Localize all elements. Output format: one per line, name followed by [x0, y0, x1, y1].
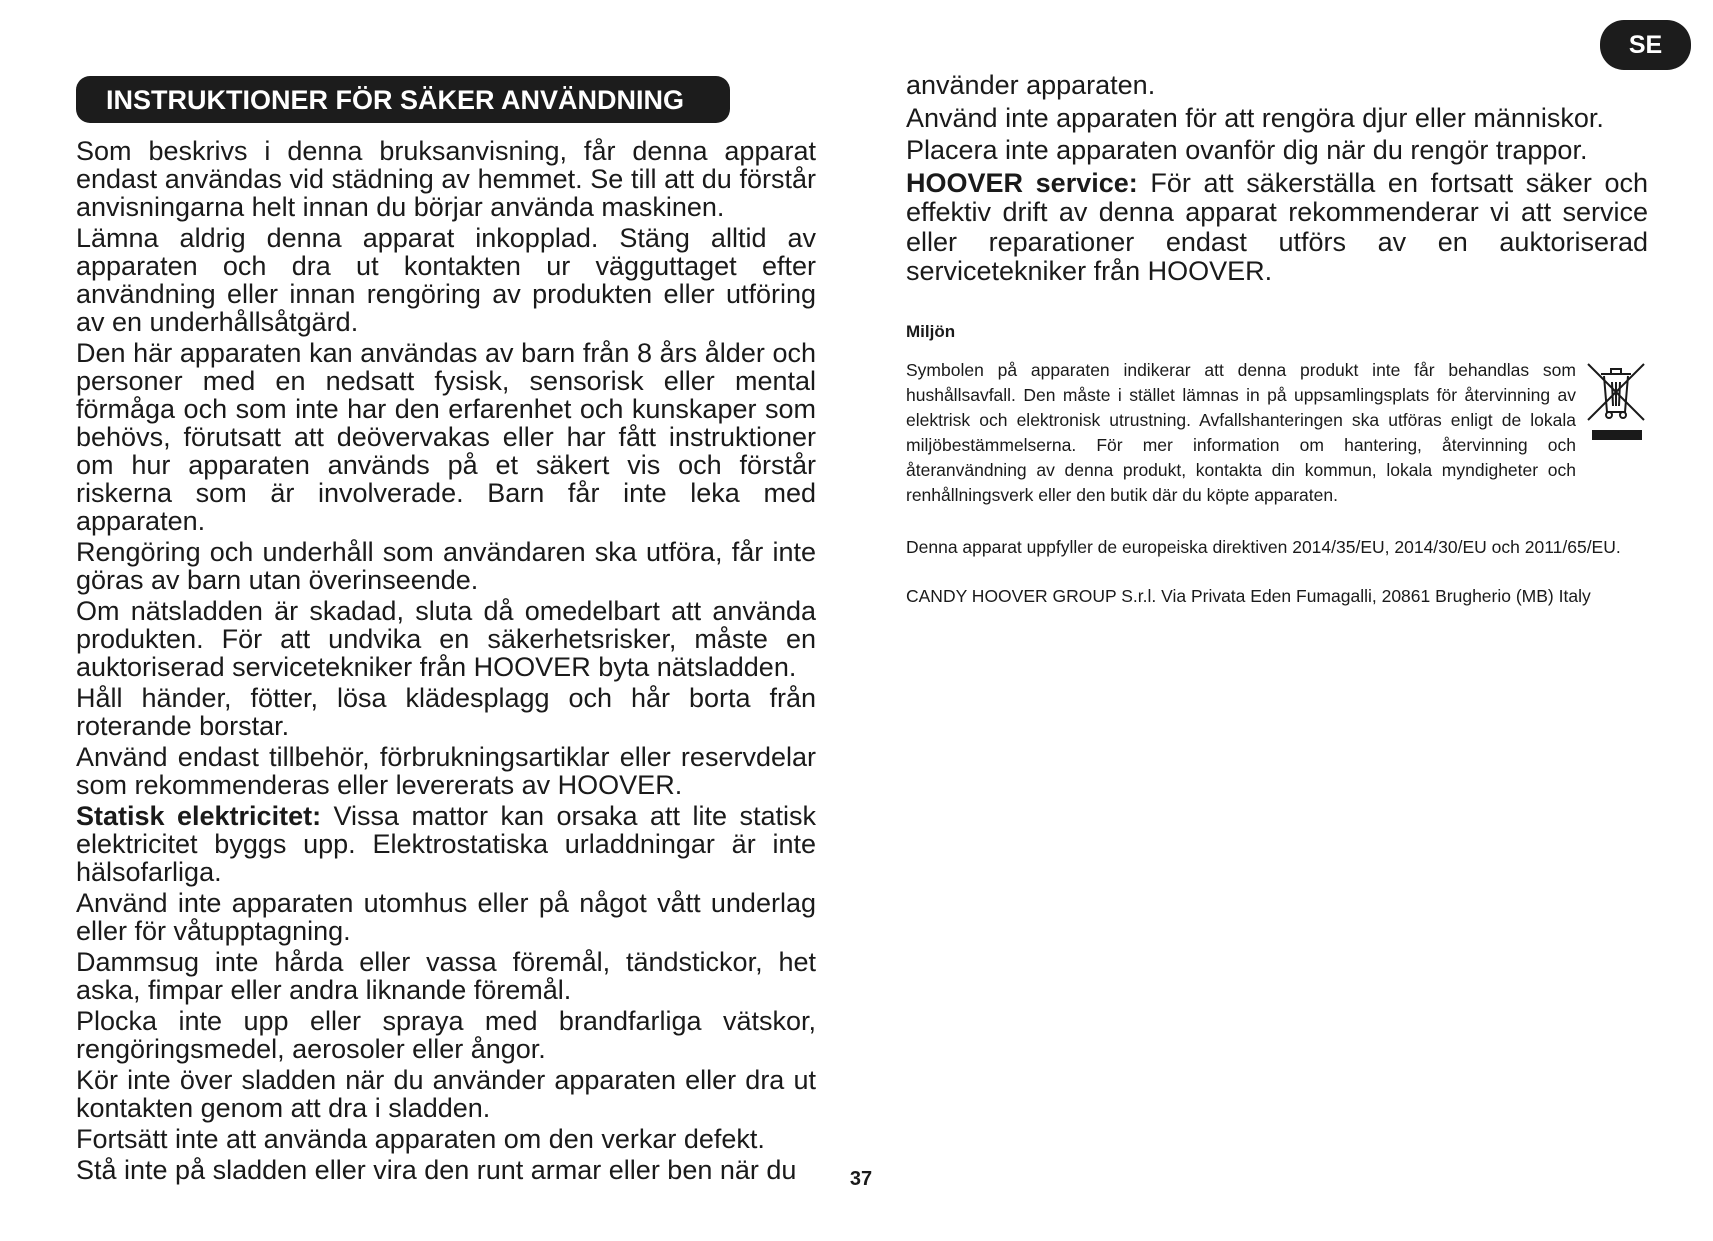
- safety-paragraph: Dammsug inte hårda eller vassa föremål, tändstickor, het aska, fimpar eller andra liknande föremål.: [76, 947, 816, 1005]
- safety-paragraph: Statisk elektricitet: Vissa mattor kan orsaka att lite statisk elektricitet byggs upp. Elektrostatiska urladdningar är inte hälsofarliga.: [76, 801, 816, 887]
- safety-paragraph: Den här apparaten kan användas av barn från 8 års ålder och personer med en nedsatt fysisk, sensorisk eller mental förmåga och som inte har den erfarenhet och kunskaper som behövs, förutsatt att deövervakas eller har fått instruktioner om hur apparaten används på et säkert vis och förstår riskerna som är involverade. Barn får inte leka med apparaten.: [76, 338, 816, 536]
- page-number: 37: [849, 1168, 873, 1190]
- right-column: [906, 71, 1648, 608]
- directive-statement: Denna apparat uppfyller de europeiska direktiven 2014/35/EU, 2014/30/EU och 2011/65/EU.: [906, 537, 1621, 557]
- language-badge: SE: [1600, 20, 1691, 70]
- safety-paragraph: Använd inte apparaten för att rengöra djur eller människor.: [906, 102, 1604, 133]
- weee-crossed-bin-icon: [1582, 358, 1650, 448]
- service-paragraph: HOOVER service: För att säkerställa en fortsatt säker och effektiv drift av denna apparat rekommenderar vi att service eller reparationer endast utförs av en auktoriserad servicetekniker från HOOVER.: [906, 167, 1648, 286]
- manufacturer-address: CANDY HOOVER GROUP S.r.l. Via Privata Eden Fumagalli, 20861 Brugherio (MB) Italy: [906, 586, 1591, 606]
- safety-paragraph: Håll händer, fötter, lösa klädesplagg och hår borta från roterande borstar.: [76, 683, 816, 741]
- safety-paragraph: Rengöring och underhåll som användaren ska utföra, får inte göras av barn utan överinseende.: [76, 537, 816, 595]
- section-title: INSTRUKTIONER FÖR SÄKER ANVÄNDNING: [76, 76, 730, 123]
- environment-text: Symbolen på apparaten indikerar att denna produkt inte får behandlas som hushållsavfall. Den måste i stället lämnas in på uppsamlingsplats för återvinning av elektrisk och elektronisk utrustning. Avfallshanteringen ska utföras enligt de lokala miljöbestämmelserna. För mer information om hantering, återvinning och återanvändning av denna produkt, kontakta din kommun, lokala myndigheter och renhållningsverk eller den butik där du köpte apparaten.: [906, 360, 1576, 505]
- safety-paragraph: Om nätsladden är skadad, sluta då omedelbart att använda produkten. För att undvika en säkerhetsrisker, måste en auktoriserad servicetekniker från HOOVER byta nätsladden.: [76, 596, 816, 682]
- safety-paragraph: Stå inte på sladden eller vira den runt armar eller ben när du: [76, 1155, 797, 1185]
- left-column: [76, 137, 816, 1187]
- safety-paragraph: Använd endast tillbehör, förbrukningsartiklar eller reservdelar som rekommenderas eller levererats av HOOVER.: [76, 742, 816, 800]
- safety-paragraph: Använd inte apparaten utomhus eller på något vått underlag eller för våtupptagning.: [76, 888, 816, 946]
- environment-heading: Miljön: [906, 321, 956, 341]
- environment-section: [906, 358, 1648, 508]
- safety-paragraph: Som beskrivs i denna bruksanvisning, får denna apparat endast användas vid städning av hemmet. Se till att du förstår anvisningarna helt innan du börjar använda maskinen.: [76, 136, 816, 222]
- safety-paragraph: Kör inte över sladden när du använder apparaten eller dra ut kontakten genom att dra i sladden.: [76, 1065, 816, 1123]
- safety-paragraph: Placera inte apparaten ovanför dig när du rengör trappor.: [906, 135, 1588, 165]
- safety-paragraph: Plocka inte upp eller spraya med brandfarliga vätskor, rengöringsmedel, aerosoler eller ångor.: [76, 1006, 816, 1064]
- safety-paragraph: använder apparaten.: [906, 70, 1156, 100]
- safety-paragraph: Lämna aldrig denna apparat inkopplad. Stäng alltid av apparaten och dra ut kontakten ur vägguttaget efter användning eller innan rengöring av produkten eller utföring av en underhållsåtgärd.: [76, 223, 816, 337]
- safety-paragraph: Fortsätt inte att använda apparaten om den verkar defekt.: [76, 1124, 765, 1154]
